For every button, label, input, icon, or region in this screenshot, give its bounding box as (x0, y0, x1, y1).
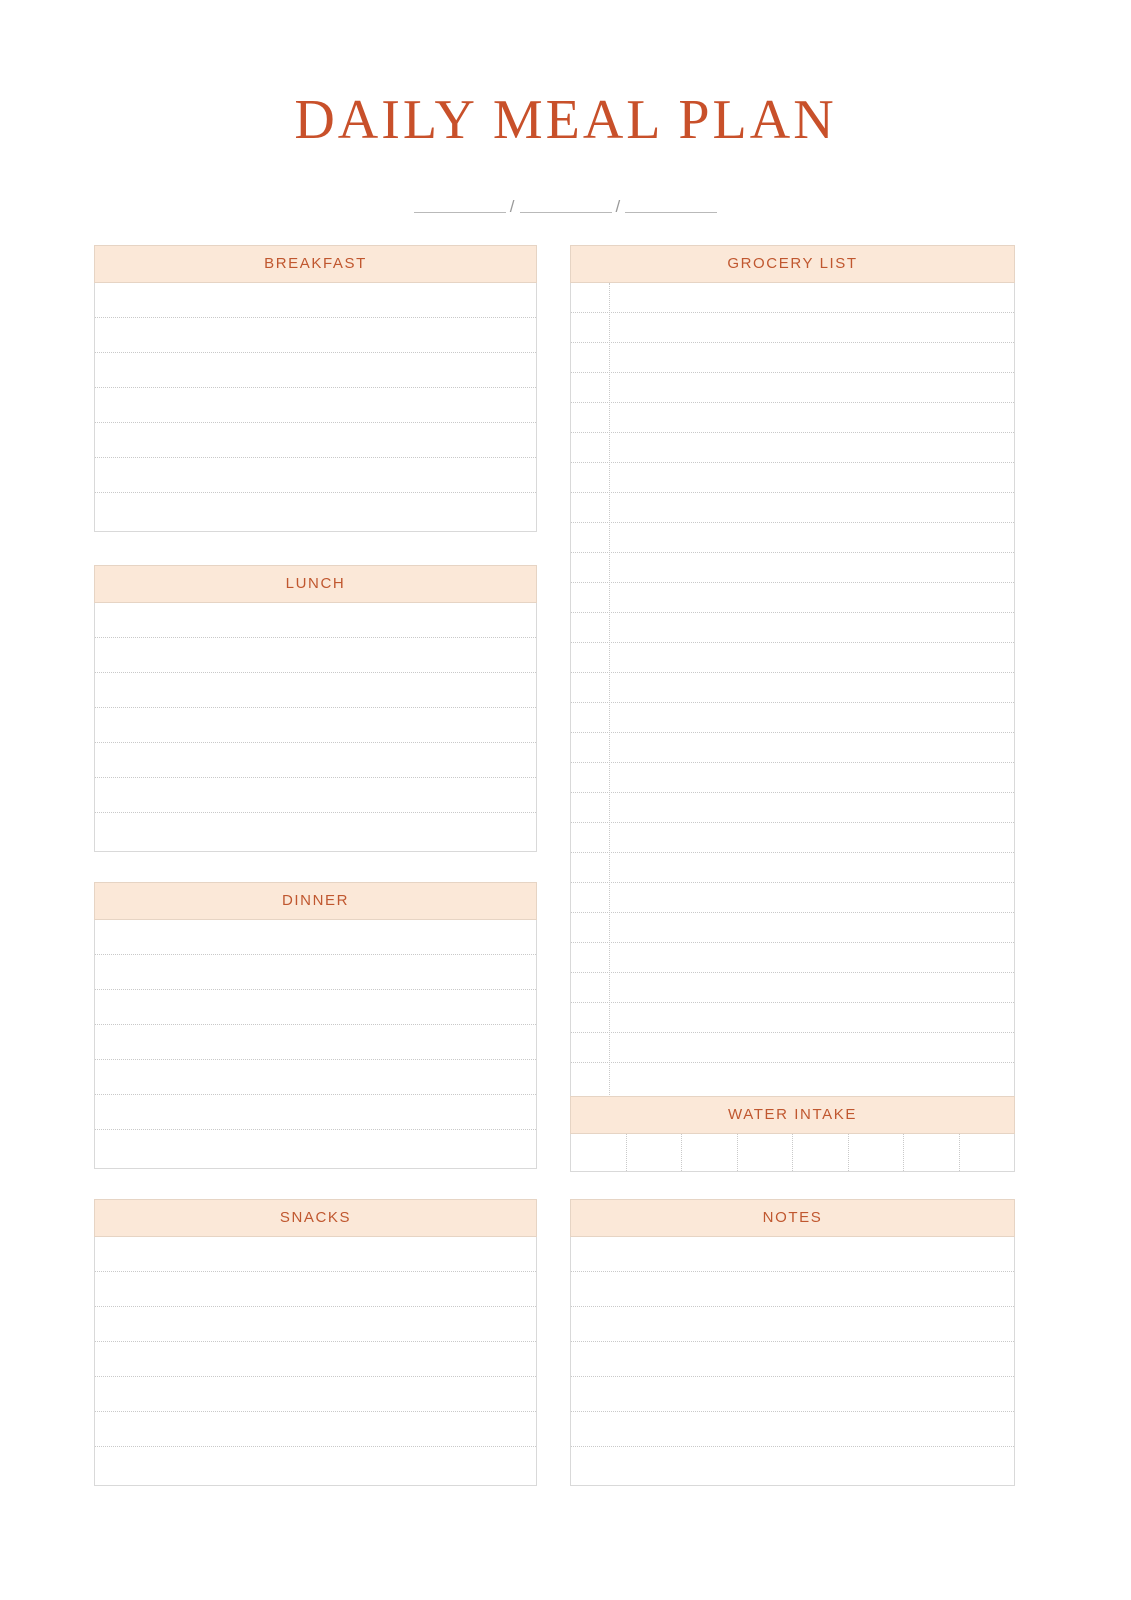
grocery-line[interactable] (571, 463, 1014, 493)
snacks-line[interactable] (95, 1237, 536, 1272)
grocery-line[interactable] (571, 553, 1014, 583)
snacks-line[interactable] (95, 1272, 536, 1307)
date-separator-2: / (615, 197, 622, 216)
page-title: DAILY MEAL PLAN (294, 89, 837, 151)
lunch-line[interactable] (95, 673, 536, 708)
breakfast-heading: BREAKFAST (94, 245, 537, 283)
lunch-heading: LUNCH (94, 565, 537, 603)
water-cup[interactable] (738, 1134, 794, 1171)
snacks-line[interactable] (95, 1377, 536, 1412)
grocery-list-heading: GROCERY LIST (570, 245, 1015, 283)
dinner-line[interactable] (95, 990, 536, 1025)
grocery-checkbox-column (609, 283, 610, 1105)
water-cup[interactable] (793, 1134, 849, 1171)
lunch-lines[interactable] (94, 603, 537, 852)
breakfast-line[interactable] (95, 283, 536, 318)
grocery-line[interactable] (571, 1033, 1014, 1063)
dinner-line[interactable] (95, 1025, 536, 1060)
dinner-line[interactable] (95, 920, 536, 955)
breakfast-line[interactable] (95, 458, 536, 493)
grocery-line[interactable] (571, 643, 1014, 673)
water-cup[interactable] (849, 1134, 905, 1171)
water-cup[interactable] (960, 1134, 1015, 1171)
grocery-line[interactable] (571, 313, 1014, 343)
section-lunch (94, 565, 537, 852)
section-grocery-list (570, 245, 1015, 1106)
notes-line[interactable] (571, 1272, 1014, 1307)
grocery-line[interactable] (571, 973, 1014, 1003)
notes-line[interactable] (571, 1377, 1014, 1412)
notes-line[interactable] (571, 1447, 1014, 1485)
section-snacks (94, 1199, 537, 1486)
grocery-line[interactable] (571, 523, 1014, 553)
grocery-line[interactable] (571, 583, 1014, 613)
section-breakfast (94, 245, 537, 532)
dinner-line[interactable] (95, 1060, 536, 1095)
grocery-line[interactable] (571, 343, 1014, 373)
notes-lines[interactable] (570, 1237, 1015, 1486)
grocery-line[interactable] (571, 403, 1014, 433)
lunch-line[interactable] (95, 813, 536, 851)
grocery-line[interactable] (571, 763, 1014, 793)
water-cup[interactable] (682, 1134, 738, 1171)
lunch-line[interactable] (95, 603, 536, 638)
snacks-line[interactable] (95, 1342, 536, 1377)
grocery-list-lines[interactable] (570, 283, 1015, 1106)
notes-heading: NOTES (570, 1199, 1015, 1237)
grocery-line[interactable] (571, 703, 1014, 733)
breakfast-line[interactable] (95, 318, 536, 353)
dinner-heading: DINNER (94, 882, 537, 920)
lunch-line[interactable] (95, 778, 536, 813)
section-water-intake (570, 1096, 1015, 1172)
section-dinner (94, 882, 537, 1169)
date-separator-1: / (509, 197, 516, 216)
snacks-lines[interactable] (94, 1237, 537, 1486)
dinner-lines[interactable] (94, 920, 537, 1169)
grocery-line[interactable] (571, 613, 1014, 643)
date-segment-day[interactable] (414, 200, 506, 213)
water-cup[interactable] (904, 1134, 960, 1171)
grocery-line[interactable] (571, 1003, 1014, 1033)
grocery-line[interactable] (571, 883, 1014, 913)
grocery-line[interactable] (571, 283, 1014, 313)
water-intake-heading: WATER INTAKE (570, 1096, 1015, 1134)
notes-line[interactable] (571, 1237, 1014, 1272)
lunch-line[interactable] (95, 743, 536, 778)
grocery-line[interactable] (571, 733, 1014, 763)
notes-line[interactable] (571, 1412, 1014, 1447)
grocery-line[interactable] (571, 373, 1014, 403)
grocery-line[interactable] (571, 913, 1014, 943)
grocery-line[interactable] (571, 853, 1014, 883)
water-cup[interactable] (627, 1134, 683, 1171)
breakfast-line[interactable] (95, 388, 536, 423)
lunch-line[interactable] (95, 638, 536, 673)
grocery-line[interactable] (571, 433, 1014, 463)
grocery-line[interactable] (571, 793, 1014, 823)
date-segment-month[interactable] (520, 200, 612, 213)
date-field[interactable] (0, 196, 1131, 216)
snacks-line[interactable] (95, 1447, 536, 1485)
grocery-line[interactable] (571, 943, 1014, 973)
grocery-line[interactable] (571, 673, 1014, 703)
notes-line[interactable] (571, 1342, 1014, 1377)
breakfast-line[interactable] (95, 423, 536, 458)
date-segment-year[interactable] (625, 200, 717, 213)
dinner-line[interactable] (95, 955, 536, 990)
breakfast-line[interactable] (95, 493, 536, 531)
dinner-line[interactable] (95, 1095, 536, 1130)
breakfast-line[interactable] (95, 353, 536, 388)
water-cup[interactable] (571, 1134, 627, 1171)
lunch-line[interactable] (95, 708, 536, 743)
snacks-line[interactable] (95, 1412, 536, 1447)
section-notes (570, 1199, 1015, 1486)
grocery-line[interactable] (571, 493, 1014, 523)
grocery-line[interactable] (571, 823, 1014, 853)
breakfast-lines[interactable] (94, 283, 537, 532)
snacks-heading: SNACKS (94, 1199, 537, 1237)
notes-line[interactable] (571, 1307, 1014, 1342)
water-intake-cups[interactable] (570, 1134, 1015, 1172)
dinner-line[interactable] (95, 1130, 536, 1168)
snacks-line[interactable] (95, 1307, 536, 1342)
